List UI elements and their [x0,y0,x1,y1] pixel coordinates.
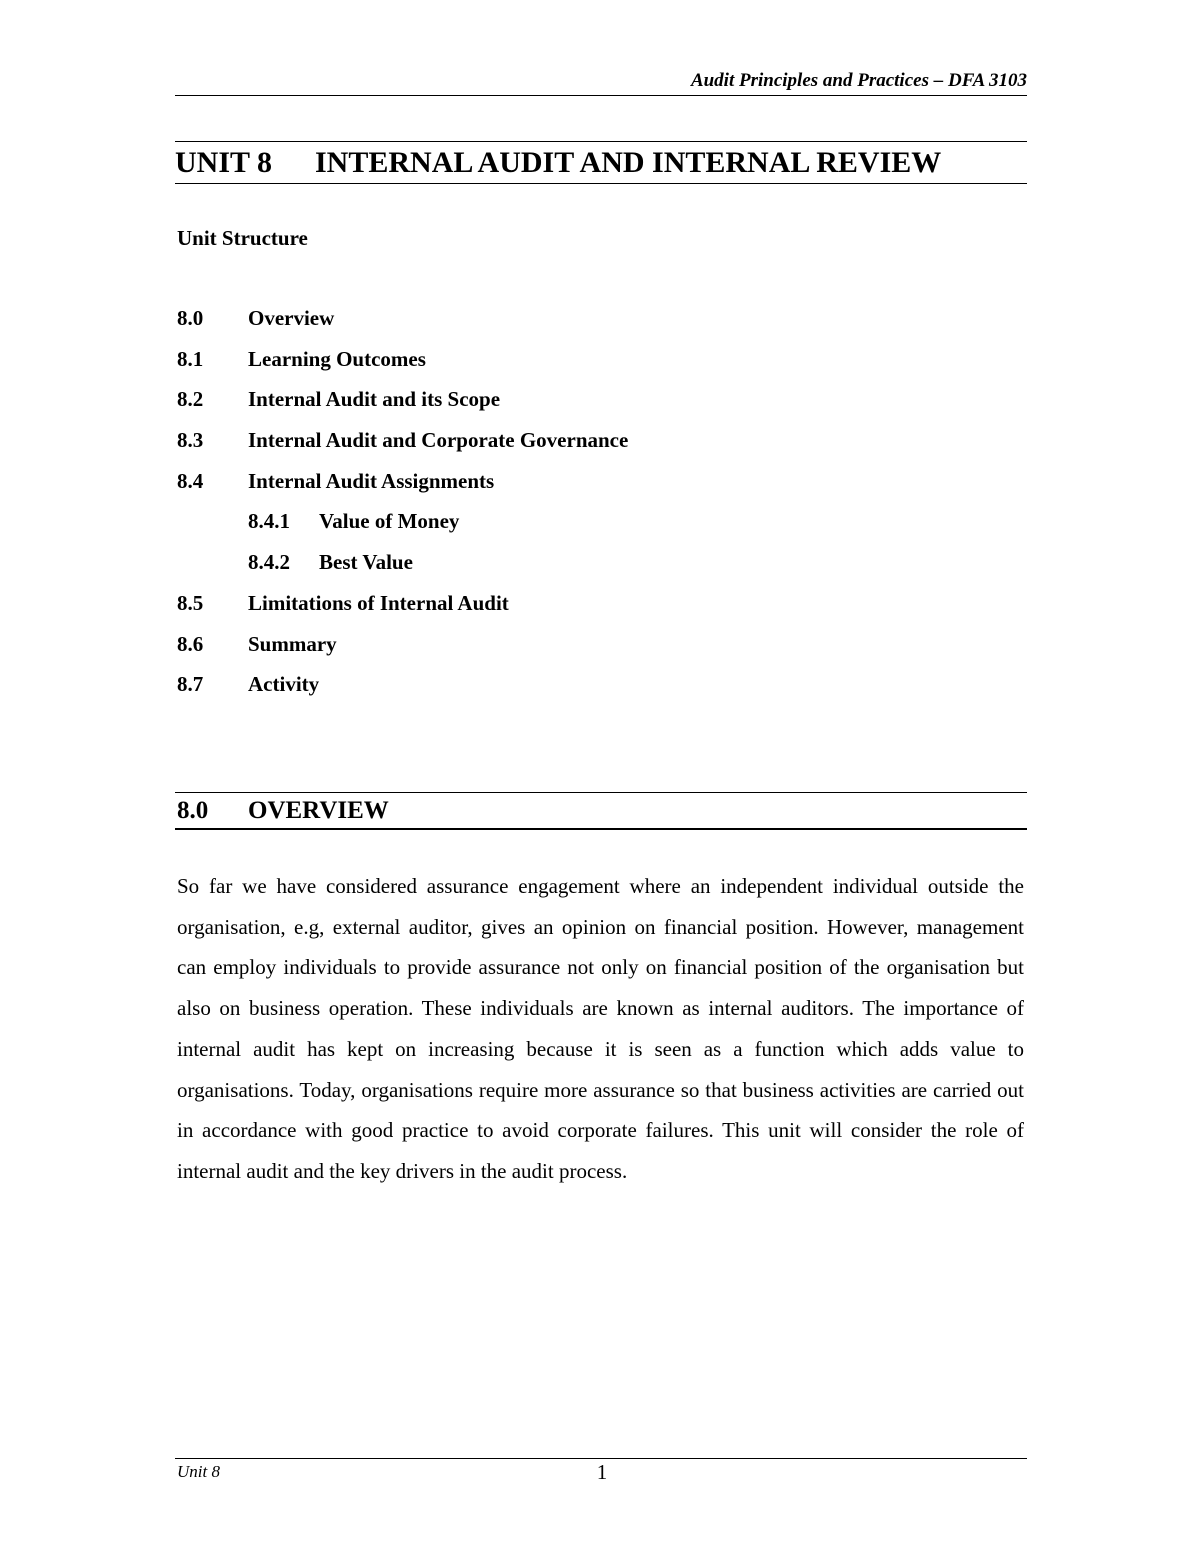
toc-item-label: Summary [248,631,337,656]
unit-title [175,146,941,180]
toc-item [177,632,628,673]
toc-item-number: 8.4.1 [248,509,290,534]
section-number: 8.0 [177,797,209,824]
toc-item [177,347,628,388]
toc-item-number: 8.2 [177,387,204,412]
footer-rule [175,1458,1027,1459]
unit-structure-list [177,306,628,713]
toc-item-label: Learning Outcomes [248,346,426,371]
section-title-text: OVERVIEW [248,797,389,824]
toc-item [177,428,628,469]
toc-item [177,591,628,632]
toc-subitem [177,509,628,550]
footer-unit-label: Unit 8 [177,1462,220,1481]
unit-title-text: INTERNAL AUDIT AND INTERNAL REVIEW [315,146,942,179]
toc-item [177,469,628,510]
toc-item-number: 8.0 [177,306,204,330]
page-number: 1 [596,1460,608,1484]
header-rule [175,95,1027,96]
toc-item-label: Internal Audit Assignments [248,468,495,493]
toc-item-label: Activity [248,672,320,697]
unit-number: UNIT 8 [175,146,272,179]
section-heading-rule-top [175,792,1027,793]
section-heading-rule-bottom [175,828,1027,830]
unit-title-rule-bottom [175,183,1027,184]
toc-item [177,672,628,713]
toc-item-label: Internal Audit and Corporate Governance [248,428,629,453]
toc-item-label: Best Value [319,550,413,575]
toc-item-number: 8.1 [177,346,204,371]
toc-item [177,387,628,428]
toc-item-label: Internal Audit and its Scope [248,387,501,412]
toc-item-number: 8.5 [177,590,204,615]
toc-subitem [177,550,628,591]
toc-item-label: Limitations of Internal Audit [248,590,509,615]
toc-item-number: 8.6 [177,631,204,656]
running-header: Audit Principles and Practices – DFA 3103 [690,70,1027,91]
toc-item-label: Overview [248,306,335,330]
toc-item-number: 8.4 [177,468,204,493]
unit-title-rule-top [175,141,1027,142]
toc-item-number: 8.7 [177,672,204,697]
overview-paragraph: So far we have considered assurance engagement where an independent individual outside the organisation, e.g, external auditor, gives an opinion on financial position. However, management can employ individuals to provide assurance not only on financial position of the organisation but also on business operation. These individuals are known as internal auditors. The importance of internal audit has kept on increasing because it is seen as a function which adds value to organisations. Today, organisations require more assurance so that business activities are carried out in accordance with good practice to avoid corporate failures. This unit will consider the role of internal audit and the key drivers in the audit process. [177,874,1024,1183]
toc-item-number: 8.4.2 [248,550,290,575]
section-heading [177,797,389,825]
toc-item-number: 8.3 [177,428,204,453]
toc-item [177,306,628,347]
unit-structure-label: Unit Structure [177,226,308,250]
toc-item-label: Value of Money [319,509,460,534]
